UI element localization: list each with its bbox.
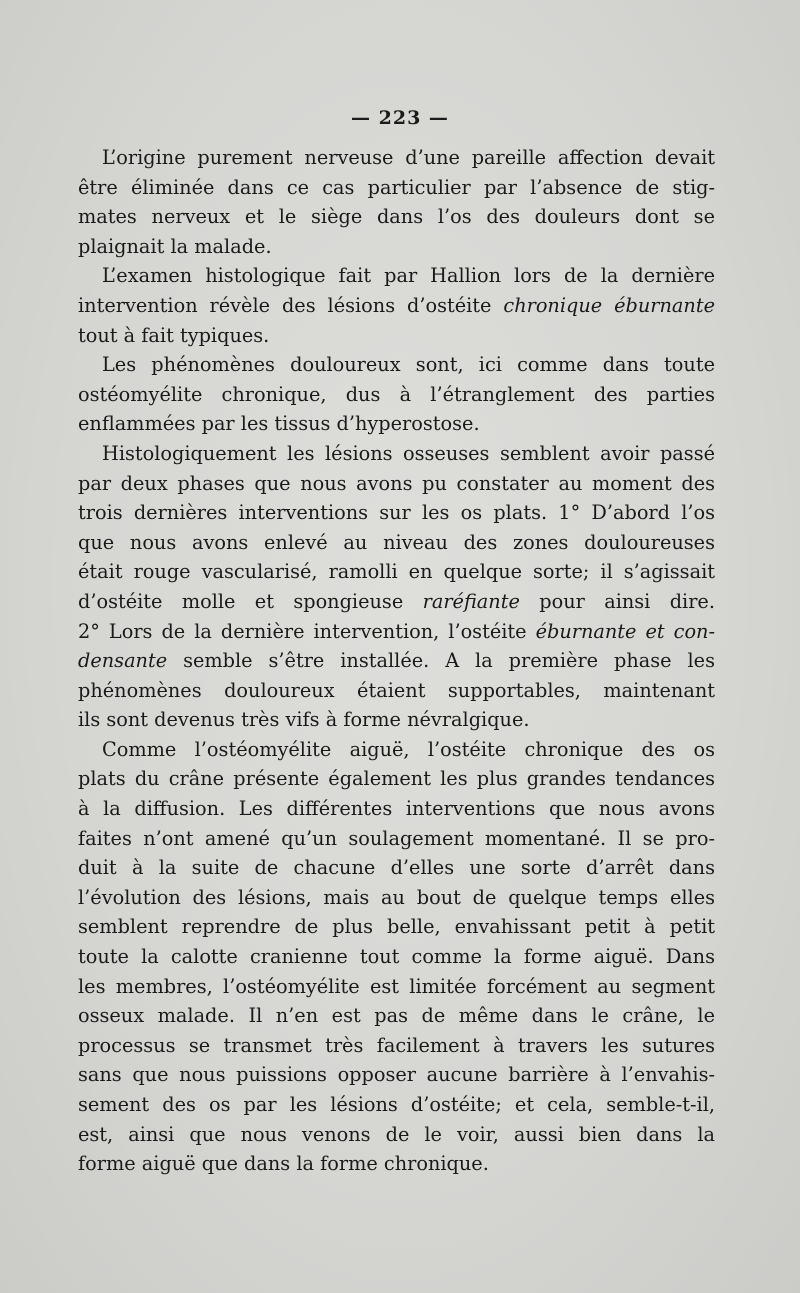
body-text — [78, 143, 715, 1179]
italic-term: raréfiante — [422, 589, 520, 613]
paragraph-2 — [78, 261, 715, 350]
text-line: duit à la suite de chacune d’elles une sorte d’arrêt dans — [78, 856, 715, 880]
text-line: plaignait la malade. — [78, 234, 272, 258]
text-segment: intervention révèle des lésions d’ostéite — [78, 293, 492, 317]
text-line: que nous avons enlevé au niveau des zones douloureuses — [78, 530, 715, 554]
text-line: sans que nous puissions opposer aucune barrière à l’envahis- — [78, 1063, 715, 1087]
text-line: toute la calotte cranienne tout comme la forme aiguë. Dans — [78, 945, 715, 969]
paragraph-3 — [78, 350, 715, 439]
text-segment: pour ainsi dire. — [539, 589, 715, 613]
text-line: ils sont devenus très vifs à forme névralgique. — [78, 708, 530, 732]
text-line: trois dernières interventions sur les os plats. 1° D’abord l’os — [78, 501, 715, 525]
text-line: phénomènes douloureux étaient supportables, maintenant — [78, 678, 715, 702]
text-line: processus se transmet très facilement à travers les sutures — [78, 1033, 715, 1057]
text-line: semblent reprendre de plus belle, envahissant petit à petit — [78, 915, 715, 939]
text-line: L’origine purement nerveuse d’une pareille affection devait — [102, 146, 715, 169]
text-line: à la diffusion. Les différentes interventions que nous avons — [78, 797, 715, 821]
text-line: sement des os par les lésions d’ostéite; et cela, semble-t-il, — [78, 1093, 715, 1116]
text-segment: semble s’être installée. A la première phase les — [183, 649, 715, 673]
text-line: était rouge vascularisé, ramolli en quelque sorte; il s’agissait — [78, 560, 715, 584]
text-line — [78, 617, 715, 647]
text-line — [78, 646, 715, 676]
italic-term: éburnante et con- — [535, 619, 715, 643]
text-line: tout à fait typiques. — [78, 323, 270, 347]
italic-term: densante — [78, 649, 168, 673]
italic-term: chronique éburnante — [503, 293, 715, 317]
paragraph-5 — [78, 735, 715, 1179]
text-line: par deux phases que nous avons pu constater au moment des — [78, 471, 715, 495]
text-line: Comme l’ostéomyélite aiguë, l’ostéite chronique des os — [102, 737, 715, 761]
text-line: l’évolution des lésions, mais au bout de quelque temps elles — [78, 885, 715, 909]
text-segment: 2° Lors de la dernière intervention, l’ostéite — [78, 619, 527, 643]
text-line: Histologiquement les lésions osseuses semblent avoir passé — [102, 441, 715, 465]
text-line: ostéomyélite chronique, dus à l’étranglement des parties — [78, 382, 715, 406]
text-line: forme aiguë que dans la forme chronique. — [78, 1152, 489, 1176]
page-number: — 223 — — [351, 107, 449, 129]
text-line: mates nerveux et le siège dans l’os des douleurs dont se — [78, 205, 715, 229]
text-line: est, ainsi que nous venons de le voir, aussi bien dans la — [78, 1122, 715, 1146]
text-line: faites n’ont amené qu’un soulagement momentané. Il se pro- — [78, 826, 715, 850]
text-segment: d’ostéite molle et spongieuse — [78, 589, 404, 613]
text-line: L’examen histologique fait par Hallion lors de la dernière — [102, 264, 715, 288]
text-line: être éliminée dans ce cas particulier par l’absence de stig- — [78, 175, 715, 199]
paragraph-4 — [78, 439, 715, 735]
text-line: osseux malade. Il n’en est pas de même dans le crâne, le — [78, 1004, 715, 1028]
text-line — [78, 587, 715, 617]
text-line — [78, 291, 715, 321]
paragraph-1 — [78, 143, 715, 261]
text-line: les membres, l’ostéomyélite est limitée forcément au segment — [78, 974, 715, 998]
text-line: Les phénomènes douloureux sont, ici comme dans toute — [102, 353, 715, 377]
text-line: enflammées par les tissus d’hyperostose. — [78, 412, 480, 436]
text-line: plats du crâne présente également les plus grandes tendances — [78, 767, 715, 791]
